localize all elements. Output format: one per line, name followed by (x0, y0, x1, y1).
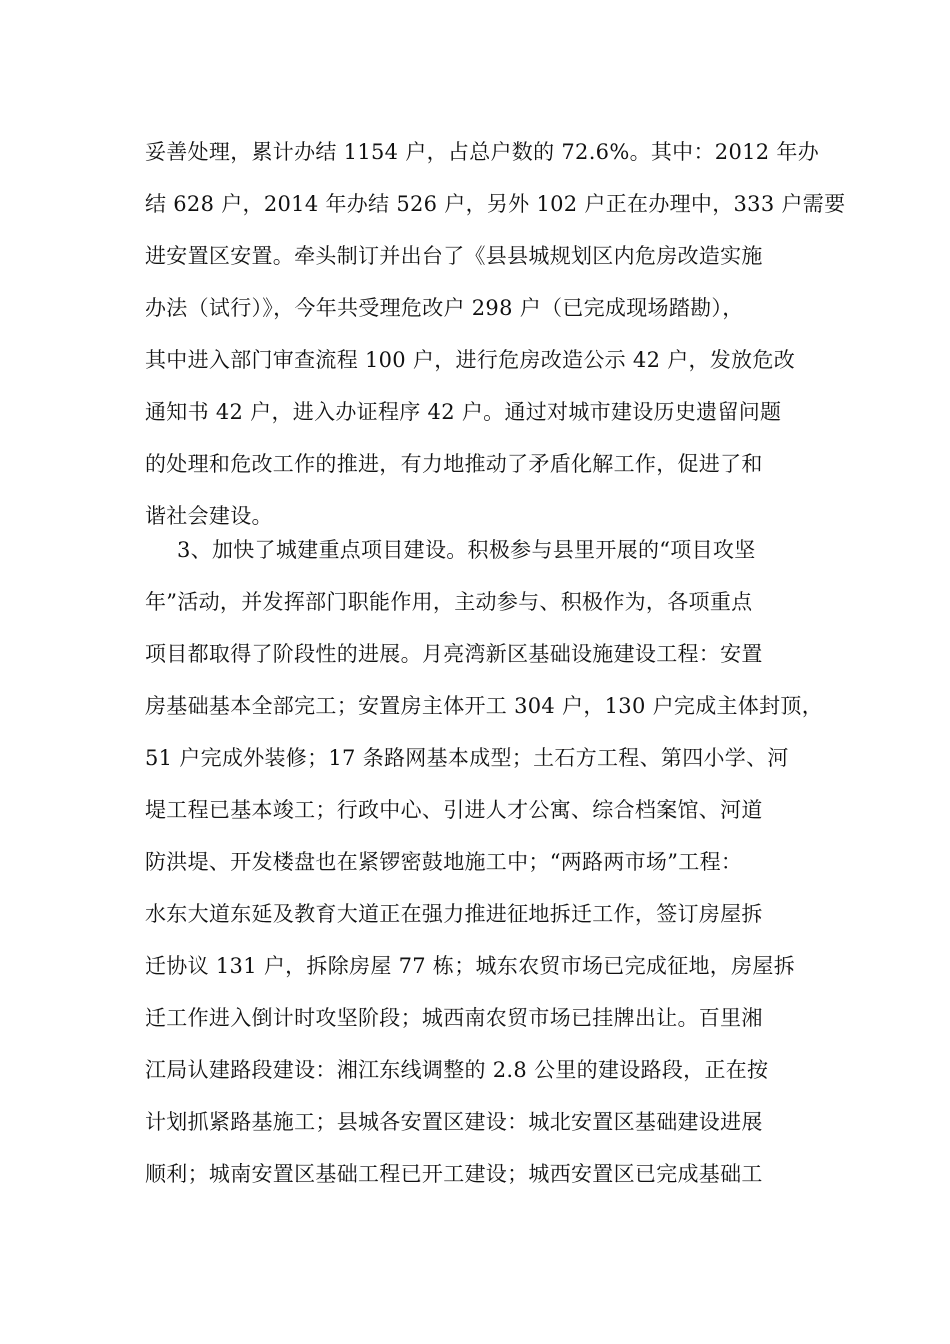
text-line: 其中进入部门审查流程 100 户，进行危房改造公示 42 户，发放危改 (145, 348, 796, 372)
text-line: 办法（试行）》，今年共受理危改户 298 户（已完成现场踏勘）， (145, 296, 744, 320)
text-line: 结 628 户，2014 年办结 526 户，另外 102 户正在办理中，333 户需要 (145, 192, 846, 216)
text-line: 谐社会建设。 (145, 504, 273, 528)
text-line: 水东大道东延及教育大道正在强力推进征地拆迁工作，签订房屋拆 (145, 902, 763, 926)
text-line: 迁协议 131 户，拆除房屋 77 栋；城东农贸市场已完成征地，房屋拆 (145, 954, 796, 978)
text-line: 51 户完成外装修；17 条路网基本成型；土石方工程、第四小学、河 (145, 746, 789, 770)
paragraph-housing-resolution (145, 126, 846, 542)
text-line: 计划抓紧路基施工；县城各安置区建设：城北安置区基础建设进展 (145, 1110, 763, 1134)
text-line: 项目都取得了阶段性的进展。月亮湾新区基础设施建设工程：安置 (145, 642, 763, 666)
paragraph-key-projects (145, 524, 835, 1200)
text-line: 堤工程已基本竣工；行政中心、引进人才公寓、综合档案馆、河道 (145, 798, 763, 822)
text-line: 迁工作进入倒计时攻坚阶段；城西南农贸市场已挂牌出让。百里湘 (145, 1006, 763, 1030)
text-line: 房基础基本全部完工；安置房主体开工 304 户，130 户完成主体封顶， (145, 694, 823, 718)
text-line: 进安置区安置。牵头制订并出台了《县县城规划区内危房改造实施 (145, 244, 763, 268)
text-line: 通知书 42 户，进入办证程序 42 户。通过对城市建设历史遗留问题 (145, 400, 782, 424)
text-line: 防洪堤、开发楼盘也在紧锣密鼓地施工中；“两路两市场”工程： (145, 850, 743, 874)
text-line: 3、加快了城建重点项目建设。积极参与县里开展的“项目攻坚 (177, 538, 756, 562)
text-line: 的处理和危改工作的推进，有力地推动了矛盾化解工作，促进了和 (145, 452, 763, 476)
text-line: 顺利；城南安置区基础工程已开工建设；城西安置区已完成基础工 (145, 1162, 763, 1186)
text-line: 江局认建路段建设：湘江东线调整的 2.8 公里的建设路段，正在按 (145, 1058, 769, 1082)
text-line: 妥善处理，累计办结 1154 户，占总户数的 72.6%。其中：2012 年办 (145, 140, 819, 164)
text-line: 年”活动，并发挥部门职能作用，主动参与、积极作为，各项重点 (145, 590, 753, 614)
